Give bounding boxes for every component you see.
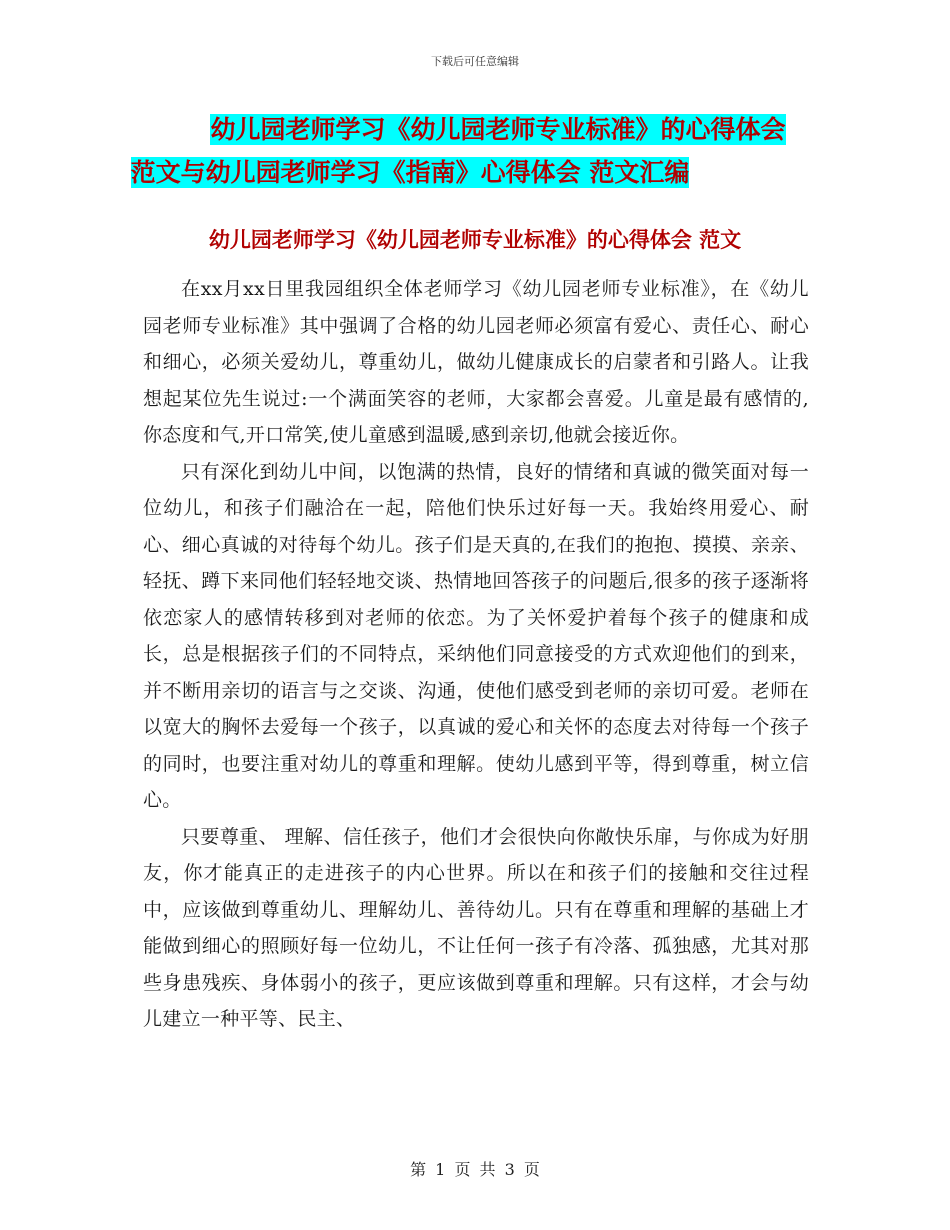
header-note: 下载后可任意编辑 <box>431 55 519 68</box>
page-footer: 第 1 页 共 3 页 <box>410 1160 540 1179</box>
section-title: 幼儿园老师学习《幼儿园老师专业标准》的心得体会 范文 <box>208 228 742 252</box>
title-highlight-1: 幼儿园老师学习《幼儿园老师专业标准》的心得体会 <box>210 115 786 144</box>
title-highlight-2: 范文与幼儿园老师学习《指南》心得体会 范文汇编 <box>130 158 690 187</box>
main-title-line-2 <box>0 153 950 193</box>
main-title-line-1 <box>0 110 950 150</box>
paragraph: 只要尊重、 理解、信任孩子，他们才会很快向你敞快乐扉，与你成为好朋友，你才能真正的走进孩子的内心世界。所以在和孩子们的接触和交往过程中，应该做到尊重幼儿、理解幼儿、善待幼儿。只有在尊重和理解的基础上才能做到细心的照顾好每一位幼儿，不让任何一孩子有冷落、孤独感，尤其对那些身患残疾、身体弱小的孩子，更应该做到尊重和理解。只有这样，才会与幼儿建立一种平等、民主、 <box>143 825 809 1030</box>
paragraph: 只有深化到幼儿中间，以饱满的热情，良好的情绪和真诚的微笑面对每一位幼儿，和孩子们融洽在一起，陪他们快乐过好每一天。我始终用爱心、耐心、细心真诚的对待每个幼儿。孩子们是天真的,在我们的抱抱、摸摸、亲亲、轻抚、蹲下来同他们轻轻地交谈、热情地回答孩子的问题后,很多的孩子逐渐将依恋家人的感情转移到对老师的依恋。为了关怀爱护着每个孩子的健康和成长，总是根据孩子们的不同特点，采纳他们同意接受的方式欢迎他们的到来，并不断用亲切的语言与之交谈、沟通，使他们感受到老师的亲切可爱。老师在以宽大的胸怀去爱每一个孩子，以真诚的爱心和关怀的态度去对待每一个孩子的同时，也要注重对幼儿的尊重和理解。使幼儿感到平等，得到尊重，树立信心。 <box>143 460 809 811</box>
paragraph: 在xx月xx日里我园组织全体老师学习《幼儿园老师专业标准》，在《幼儿园老师专业标准》其中强调了合格的幼儿园老师必须富有爱心、责任心、耐心和细心，必须关爱幼儿，尊重幼儿，做幼儿健康成长的启蒙者和引路人。让我想起某位先生说过:一个满面笑容的老师，大家都会喜爱。儿童是最有感情的,你态度和气,开口常笑,使儿童感到温暖,感到亲切,他就会接近你。 <box>143 278 809 446</box>
body-text <box>143 271 809 1038</box>
